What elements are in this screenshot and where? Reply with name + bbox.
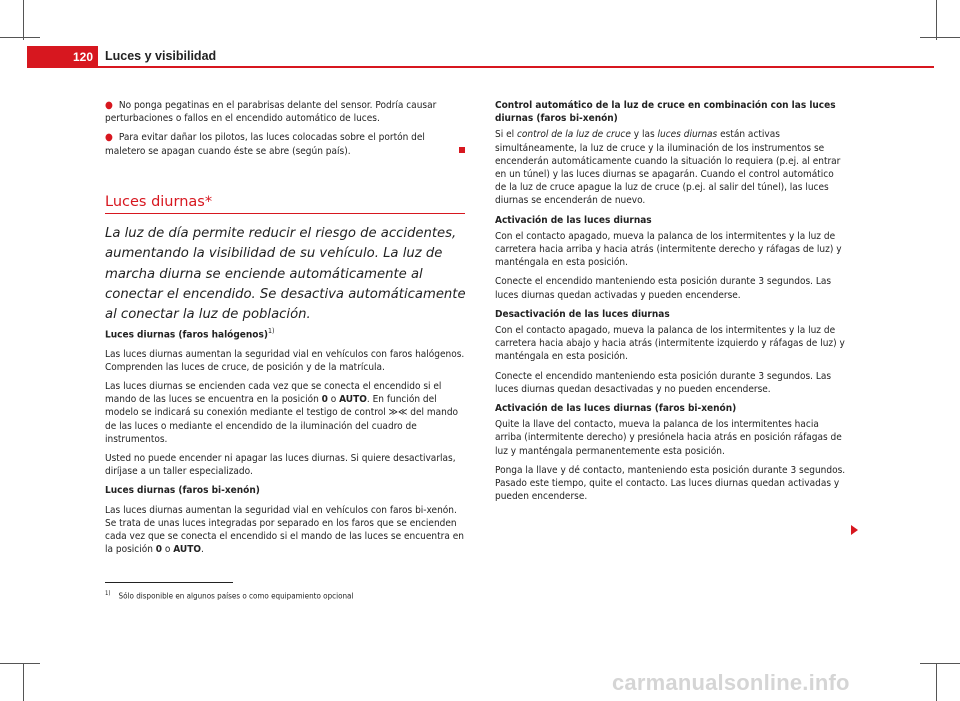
paragraph: Conecte el encendido manteniendo esta posición durante 3 segundos. Las luces diurnas quedan activadas y pueden encenderse.: [495, 276, 832, 301]
paragraph: Las luces diurnas se encienden cada vez que se conecta el encendido si el mando de las luces se encuentra en la posición 0 o AUTO. En función del modelo se indicará su conexión mediante el testigo de control ≫≪ del mando de las luces o mediante el encendido de la iluminación del cuadro de instrumentos.: [105, 380, 459, 445]
paragraph: Conecte el encendido manteniendo esta posición durante 3 segundos. Las luces diurnas quedan desactivadas y no pueden encenderse.: [495, 370, 832, 395]
crop-mark: [23, 0, 24, 40]
crop-mark: [936, 663, 937, 701]
crop-mark: [0, 663, 40, 664]
crop-mark: [920, 37, 960, 38]
page-number: 120: [27, 46, 98, 68]
subheading: Desactivación de las luces diurnas: [495, 308, 670, 320]
right-body: [495, 99, 847, 509]
bullet-item: ● Para evitar dañar los pilotos, las luces colocadas sobre el portón del maletero se apagan cuando éste se abre (según país).: [105, 132, 425, 157]
crop-mark: [23, 663, 24, 701]
paragraph: Si el control de la luz de cruce y las luces diurnas están activas simultáneamente, la luz de cruce y la iluminación de los instrumentos se encenderán automáticamente cuando la situación lo requiera (p.ej. al entrar en un túnel) y las luces diurnas se apagarán. Cuando el control automático de la luz de cruce apague la luz de cruce (p.ej. al salir del túnel), las luces diurnas se encenderán de nuevo.: [495, 129, 841, 207]
bullet-dot-icon: ●: [105, 132, 113, 144]
section-rule: [105, 213, 465, 214]
paragraph: Las luces diurnas aumentan la seguridad vial en vehículos con faros halógenos. Comprenden las luces de cruce, de posición y de la matrícula.: [105, 348, 465, 373]
crop-mark: [0, 37, 40, 38]
subheading: Luces diurnas (faros halógenos)$^{1)}$: [105, 327, 275, 341]
subheading: Activación de las luces diurnas: [495, 214, 652, 226]
page-header-title: Luces y visibilidad: [105, 49, 217, 63]
paragraph: Las luces diurnas aumentan la seguridad vial en vehículos con faros bi-xenón. Se trata de unas luces integradas por separado en los faros que se encienden cada vez que se conecta el encendido si el mando de las luces se encuentra en la posición 0 o AUTO.: [105, 504, 464, 556]
left-body: [105, 325, 467, 562]
header-rule: [98, 66, 934, 68]
section-lead: La luz de día permite reducir el riesgo de accidentes, aumentando la visibilidad de su vehículo. La luz de marcha diurna se enciende automáticamente al conectar el encendido. Se desactiva automáticamente al conectar la luz de población.: [105, 226, 466, 323]
paragraph: Quite la llave del contacto, mueva la palanca de los intermitentes hacia arriba (intermitente derecho) y presiónela hacia atrás en posición ráfagas de luz y manténgala permanentemente esta posición.: [495, 419, 842, 457]
subheading: Luces diurnas (faros bi-xenón): [105, 485, 260, 497]
paragraph: Ponga la llave y dé contacto, manteniendo esta posición durante 3 segundos. Pasado este tiempo, quite el contacto. Las luces diurnas quedan activadas y pueden encenderse.: [495, 464, 846, 503]
continue-arrow-icon: [851, 525, 858, 535]
footnote-rule: [105, 582, 233, 583]
left-bullets: [105, 99, 467, 164]
section-title: Luces diurnas*: [105, 194, 213, 210]
end-of-section-icon: [459, 147, 465, 153]
crop-mark: [936, 0, 937, 40]
subheading: Activación de las luces diurnas (faros bi-xenón): [495, 403, 737, 415]
watermark: carmanualsonline.info: [612, 670, 850, 695]
paragraph: Con el contacto apagado, mueva la palanca de los intermitentes y la luz de carretera hacia abajo y hacia atrás (intermitente izquierdo y ráfagas de luz) y manténgala en esta posición.: [495, 325, 845, 363]
footnote: $^{1)}$ Sólo disponible en algunos países o como equipamiento opcional: [105, 590, 354, 601]
crop-mark: [920, 663, 960, 664]
paragraph: Con el contacto apagado, mueva la palanca de los intermitentes y la luz de carretera hacia arriba y hacia atrás (intermitente derecho y ráfagas de luz) y manténgala en esta posición.: [495, 230, 842, 269]
paragraph: Usted no puede encender ni apagar las luces diurnas. Si quiere desactivarlas, diríjase a un taller especializado.: [105, 452, 456, 478]
bullet-dot-icon: ●: [105, 100, 113, 111]
subheading: Control automático de la luz de cruce en combinación con las luces diurnas (faros bi-xenón): [495, 100, 836, 125]
bullet-item: ● No ponga pegatinas en el parabrisas delante del sensor. Podría causar perturbaciones o fallos en el encendido automático de luces.: [105, 100, 437, 125]
